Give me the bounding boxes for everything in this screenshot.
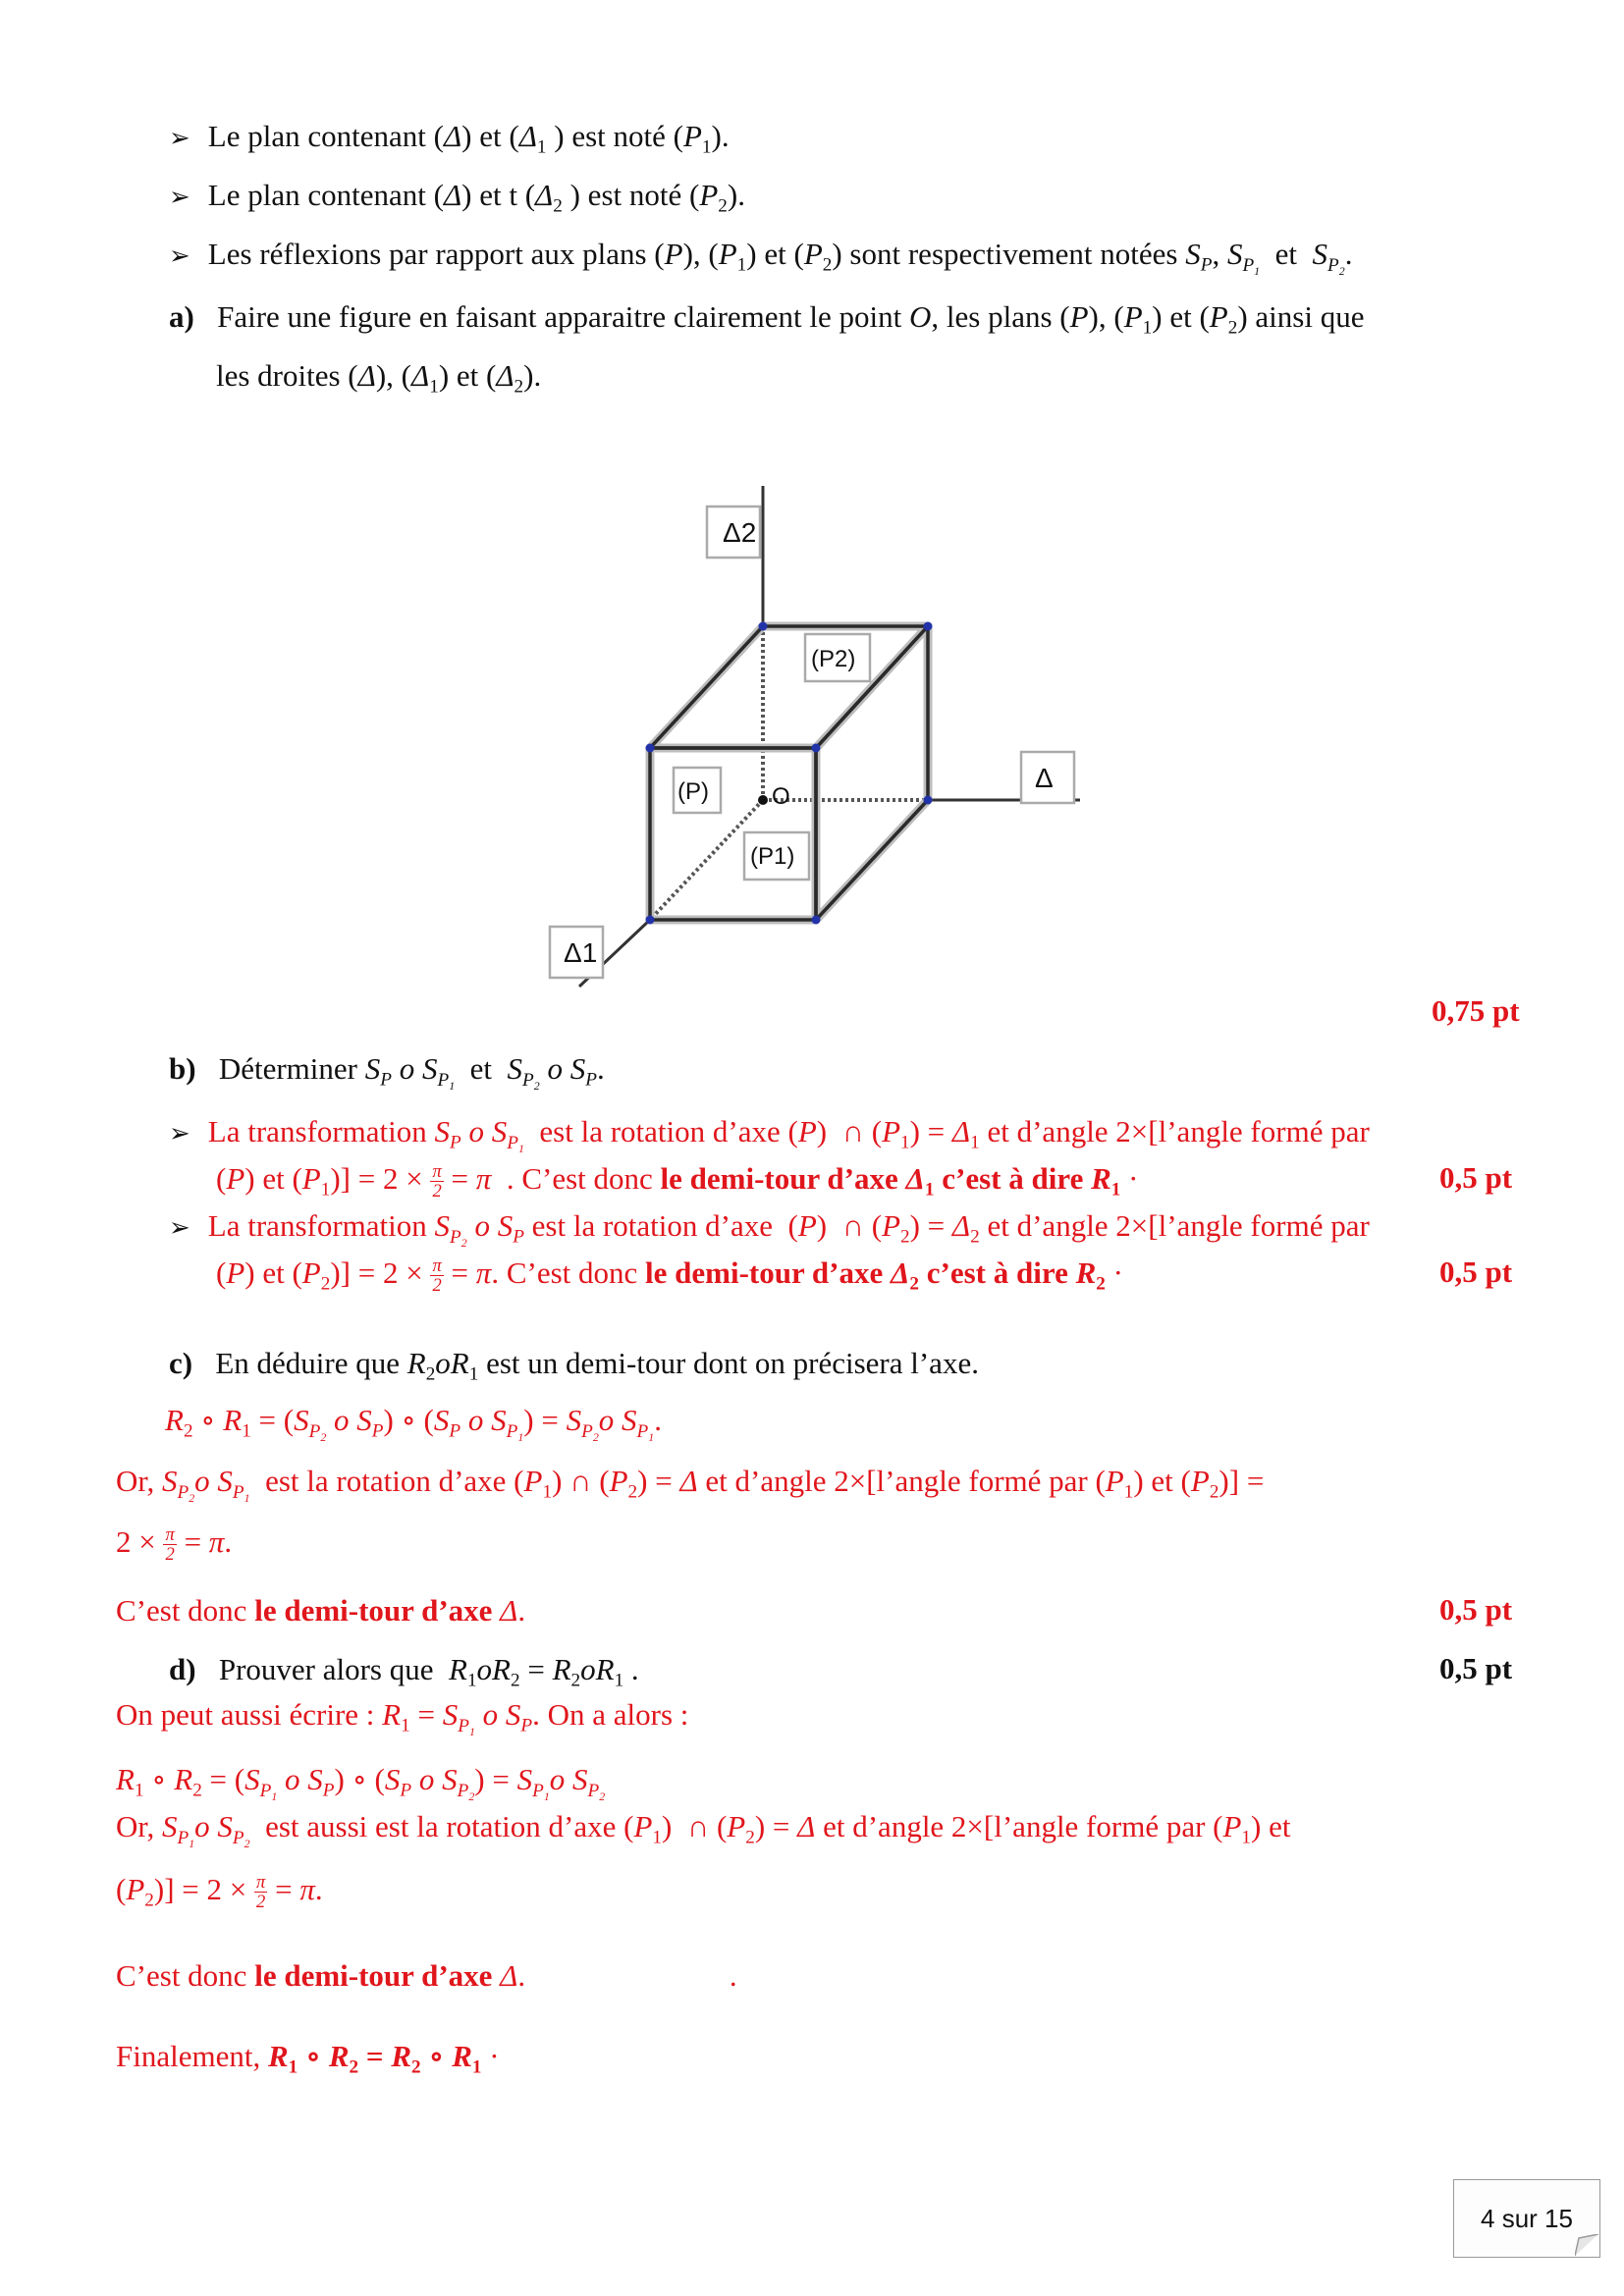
part-d-label: d) [169,1652,196,1686]
label-delta1: Δ1 [564,937,598,968]
part-a-line1: a) Faire une figure en faisant apparaitre clairement le point O, les plans (P), $(P_1)$ et $(P_2)$ ainsi que [169,299,1365,339]
part-b-question: b) Déterminer $S_P$ o $S_{P_1}$ et $S_{P_2}$ o $S_P$. [169,1051,605,1093]
part-c-points: 0,5 pt [1439,1592,1513,1627]
arrow-bullet-icon: ➢ [169,1213,190,1243]
arrow-bullet-icon: ➢ [169,124,190,153]
label-delta: Δ [1035,763,1054,793]
part-c-label: c) [169,1346,193,1380]
part-b-answer2-line1: ➢ La transformation $S_{P_2}$ o $S_P$ est la rotation d’axe (P) ∩ $(P_2) = \Delta_2$ et d’angle 2×[l’angle formé par [169,1208,1370,1250]
part-d-conclusion: C’est donc le demi-tour d’axe Δ. . [116,1958,737,1993]
part-b-label: b) [169,1051,196,1086]
part-a-points: 0,75 pt [1432,993,1520,1028]
part-c-equation: $R_2$ ∘ $R_1 = (S_{P_2}$ o $S_P$) ∘ ($S_P$ o $S_{P_1}) = S_{P_2}o$ $S_{P_1}$. [165,1403,662,1444]
part-d-equation: $R_1$ ∘ $R_2 = (S_{P_1}$ o $S_P$) ∘ ($S_P$ o $S_{P_2}) = S_{P_1}o$ $S_{P_2}$ [116,1762,606,1803]
label-origin: O [772,783,790,810]
part-b-answer2-points: 0,5 pt [1439,1255,1513,1289]
part-c-or-line2: 2 × $\frac{\pi}{2}$ = π. [116,1523,233,1566]
part-b-answer1-points: 0,5 pt [1439,1160,1513,1195]
part-b-answer1-line2: (P) et $(P_1)] = 2$ × $\frac{\pi}{2}$ = π . C’est donc le demi-tour d’axe $\Delta_1$ c’est à dire $R_1$ · [216,1160,1139,1202]
bullet-p2-definition: ➢ Le plan contenant (Δ) et t ($\Delta_2$ ) est noté $(P_2)$. [169,178,745,217]
part-c-or-line1: Or, $S_{P_2}o$ $S_{P_1}$ est la rotation d’axe $(P_1)$ ∩ $(P_2) = \Delta$ et d’angle 2×[l’angle formé par $(P_1)$ et $(P_2)$] = [116,1464,1265,1505]
label-p2: (P2) [811,646,856,672]
part-d-question: d) Prouver alors que $R_1oR_2 = R_2oR_1$ . [169,1652,639,1691]
label-delta2: Δ2 [723,517,757,548]
arrow-bullet-icon: ➢ [169,183,190,212]
part-d-or-line2: $(P_2)] = 2$ × $\frac{\pi}{2}$ = π. [116,1871,323,1913]
arrow-bullet-icon: ➢ [169,241,190,271]
bullet-p1-definition: ➢ Le plan contenant (Δ) et ($\Delta_1$ ) est noté $(P_1)$. [169,119,730,158]
part-d-final: Finalement, $R_1$ ∘ $R_2 = R_2$ ∘ $R_1$ · [116,2039,500,2078]
part-d-or-line1: Or, $S_{P_1}o$ $S_{P_2}$ est aussi est la rotation d’axe $(P_1)$ ∩ $(P_2) = \Delta$ et d’angle 2×[l’angle formé par $(P_1)$ et [116,1809,1291,1850]
page-fold-icon [1575,2234,1598,2256]
label-p: (P) [677,778,709,805]
part-a-label: a) [169,299,194,334]
part-b-answer2-line2: (P) et $(P_2)] = 2$ × $\frac{\pi}{2}$ = π. C’est donc le demi-tour d’axe $\Delta_2$ c’est à dire $R_2$ · [216,1255,1123,1297]
label-p1: (P1) [750,843,795,870]
part-c-conclusion: C’est donc le demi-tour d’axe Δ. [116,1593,526,1628]
part-c-question: c) En déduire que $R_2oR_1$ est un demi-tour dont on précisera l’axe. [169,1346,979,1385]
page-number: 4 sur 15 [1481,2203,1573,2233]
part-d-points: 0,5 pt [1439,1651,1513,1685]
part-a-line2: les droites (Δ), $(\Delta_1)$ et $(\Delta_2)$. [216,358,542,398]
part-b-answer1-line1: ➢ La transformation $S_P$ o $S_{P_1}$ est la rotation d’axe (P) ∩ $(P_1) = \Delta_1$ et d’angle 2×[l’angle formé par [169,1114,1370,1155]
cube-figure [530,471,1110,1001]
bullet-reflections: ➢ Les réflexions par rapport aux plans (P), $(P_1)$ et $(P_2)$ sont respectivement notées $S_P$, $S_{P_1}$ et $S_{P_2}$. [169,237,1353,278]
part-d-line1: On peut aussi écrire : $R_1 = S_{P_1}$ o $S_P$. On a alors : [116,1697,689,1738]
arrow-bullet-icon: ➢ [169,1119,190,1148]
origin-point [758,795,768,805]
